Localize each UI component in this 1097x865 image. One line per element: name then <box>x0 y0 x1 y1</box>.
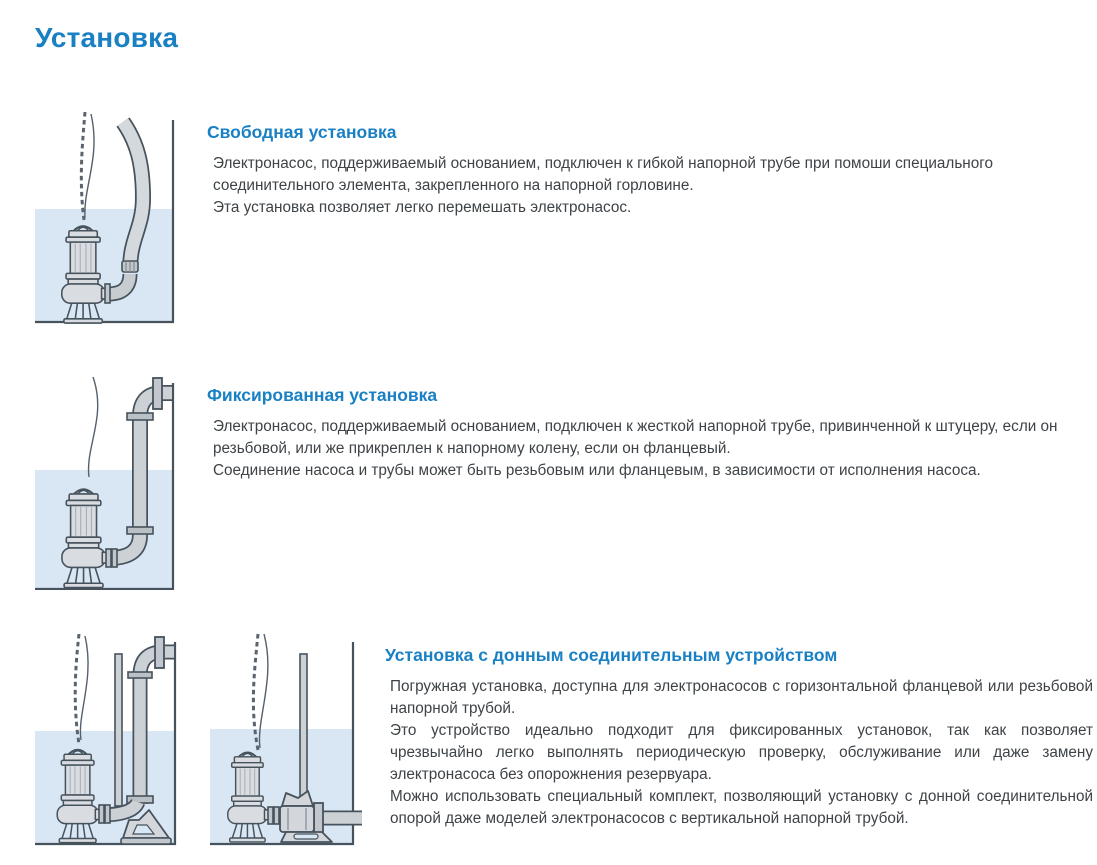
power-cable <box>85 114 94 218</box>
illustration-free-installation <box>35 112 185 330</box>
section-bottom-coupling <box>385 645 1093 830</box>
section-paragraph: Эта установка позволяет легко перемешать электронасос. <box>213 199 632 216</box>
section-heading: Свободная установка <box>207 122 397 142</box>
pipe-flange-pair <box>106 549 117 567</box>
section-paragraph: Это устройство идеально подходит для фиксированных установок, так как позволяет чрезвычайно легко выполнять периодическую проверку, обслуживание или даже замену электронасоса без опорожнения резервуара. <box>390 722 1093 783</box>
section-paragraph: Электронасос, поддерживаемый основанием, подключен к жесткой напорной трубе, привинченной к штуцеру, если он резьбовой, или же прикреплен к напорному колену, если он фланцевый. <box>213 418 1058 457</box>
power-cable <box>89 377 98 477</box>
section-heading: Фиксированная установка <box>207 385 438 405</box>
flexible-hose <box>123 122 143 270</box>
illustration-bottom-coupling-lowering <box>210 634 365 850</box>
section-heading: Установка с донным соединительным устройством <box>385 645 838 665</box>
section-free-installation <box>207 122 1073 219</box>
section-paragraph: Соединение насоса и трубы может быть резьбовым или фланцевым, в зависимости от исполнения насоса. <box>213 462 981 479</box>
pipe-flange-pair <box>268 807 279 824</box>
section-paragraph: Можно использовать специальный комплект, позволяющий установку с донной соединительной опорой даже моделей электронасосов с вертикальной напорной трубой. <box>390 788 1093 827</box>
power-cable <box>80 636 88 740</box>
section-paragraph: Погружная установка, доступна для электронасосов с горизонтальной фланцевой или резьбовой напорной трубой. <box>390 678 1093 717</box>
pipe-flange-pair <box>99 805 110 823</box>
guide-rod <box>115 654 122 806</box>
section-fixed-installation <box>207 385 1073 482</box>
lifting-chain <box>81 112 85 220</box>
illustration-fixed-installation <box>35 377 185 590</box>
guide-rod <box>300 654 307 798</box>
page-title: Установка <box>35 22 179 53</box>
section-paragraph: Электронасос, поддерживаемый основанием, подключен к гибкой напорной трубе при помоши специального соединительного элемента, закрепленного на напорной горловине. <box>213 155 994 194</box>
illustration-bottom-coupling-installed <box>35 634 190 850</box>
water <box>35 209 173 322</box>
lifting-chain <box>75 634 79 744</box>
